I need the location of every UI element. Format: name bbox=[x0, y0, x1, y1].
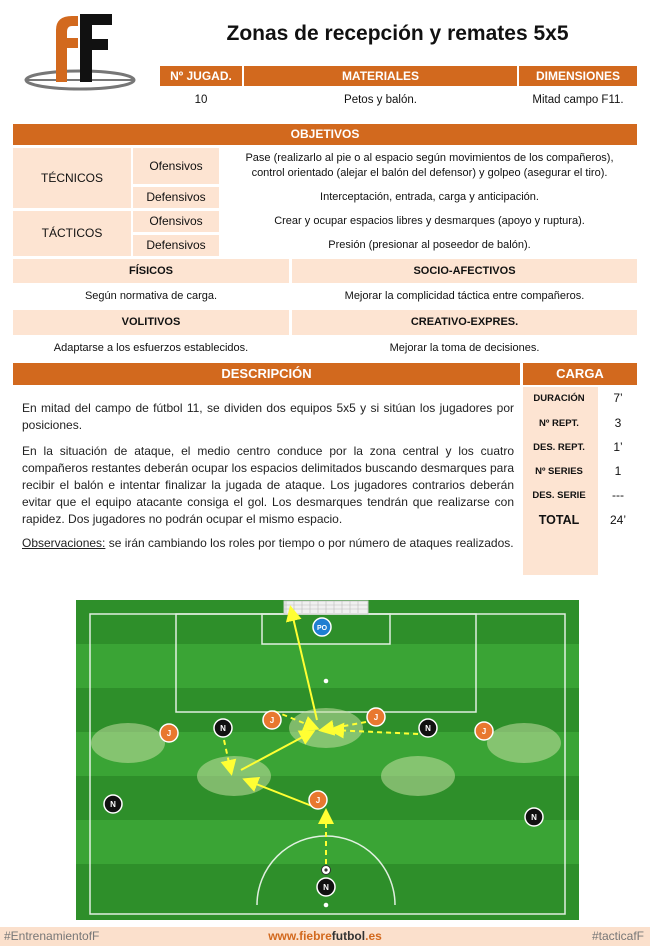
dimensions-header: DIMENSIONES bbox=[519, 66, 637, 86]
socio-affective-text: Mejorar la complicidad táctica entre compañeros. bbox=[344, 289, 585, 302]
materials-value: Petos y balón. bbox=[344, 94, 417, 107]
tactical-offensive-label: Ofensivos bbox=[133, 211, 219, 232]
footer-hashtag-left: #EntrenamientofF bbox=[4, 929, 100, 943]
creative-label: CREATIVO-EXPRES. bbox=[292, 310, 637, 335]
ball bbox=[322, 866, 331, 875]
footer-hashtag-right: #tacticafF bbox=[591, 929, 644, 943]
penalty-spot bbox=[324, 679, 329, 684]
load-value-series-rest: --- bbox=[612, 488, 624, 502]
load-labels-column bbox=[523, 387, 598, 575]
load-value-rep-rest: 1’ bbox=[613, 440, 623, 454]
load-label-rep-rest: DES. REPT. bbox=[533, 442, 585, 453]
description-header: DESCRIPCIÓN bbox=[13, 363, 520, 385]
footer-website-part-1: www.fiebre bbox=[268, 929, 332, 943]
load-value-duration: 7’ bbox=[613, 391, 623, 405]
defender-label: N bbox=[110, 800, 116, 809]
technical-defensive-label: Defensivos bbox=[133, 187, 219, 208]
attacker-label: J bbox=[166, 729, 172, 738]
load-label-series: Nº SERIES bbox=[535, 466, 583, 477]
load-header: CARGA bbox=[523, 363, 637, 385]
load-value-repetitions: 3 bbox=[614, 416, 622, 430]
technical-label: TÉCNICOS bbox=[13, 148, 131, 208]
footer-website-part-2: futbol bbox=[331, 929, 366, 943]
zone-right-center bbox=[381, 756, 455, 796]
attacker-label: J bbox=[269, 716, 275, 725]
center-spot bbox=[324, 903, 329, 908]
footer-bar bbox=[0, 927, 650, 946]
load-label-total: TOTAL bbox=[538, 513, 580, 527]
tactical-label: TÁCTICOS bbox=[13, 211, 131, 256]
physical-label: FÍSICOS bbox=[13, 259, 289, 283]
description-paragraph-1: En mitad del campo de fútbol 11, se dividen dos equipos 5x5 y si sitúan los jugadores por posiciones. bbox=[22, 401, 514, 433]
players-value: 10 bbox=[194, 94, 208, 107]
observations bbox=[22, 535, 514, 552]
zone-right bbox=[487, 723, 561, 763]
load-label-duration: DURACIÓN bbox=[533, 393, 585, 404]
load-label-series-rest: DES. SERIE bbox=[532, 490, 586, 501]
defender-label: N bbox=[220, 724, 226, 733]
zone-left bbox=[91, 723, 165, 763]
attacker-label: J bbox=[481, 727, 487, 736]
materials-header: MATERIALES bbox=[244, 66, 517, 86]
players-header: Nº JUGAD. bbox=[160, 66, 242, 86]
zone-center bbox=[289, 708, 363, 748]
fiebrefutbol-logo bbox=[22, 12, 138, 92]
creative-text: Mejorar la toma de decisiones. bbox=[389, 341, 540, 354]
description-paragraph-2: En la situación de ataque, el medio centro conduce por la zona central y los cuatro compañeros restantes deberán ocupar los espacios delimitados buscando desmarques para recibir el balón e intentar finalizar la jugada de ataque. Los jugadores contrarios deberán evitar que el equipo atacante consiga el gol. Los desmarques tendrán que realizarse con rapidez. Dos jugadores no podrán ocupar el mismo espacio. bbox=[22, 444, 514, 527]
tactical-defensive-text: Presión (presionar al poseedor de balón). bbox=[328, 239, 531, 252]
goalkeeper-label: PO bbox=[316, 625, 328, 632]
attacker-label: J bbox=[315, 796, 321, 805]
technical-defensive-text: Interceptación, entrada, carga y anticipación. bbox=[320, 191, 539, 204]
footer-website-part-3: .es bbox=[365, 929, 382, 943]
pitch-diagram bbox=[76, 600, 579, 920]
session-title: Zonas de recepción y remates 5x5 bbox=[226, 22, 569, 45]
tactical-offensive-text: Crear y ocupar espacios libres y desmarques (apoyo y ruptura). bbox=[274, 215, 585, 228]
objectives-header: OBJETIVOS bbox=[13, 124, 637, 145]
defender-label: N bbox=[531, 813, 537, 822]
load-value-series: 1 bbox=[614, 464, 622, 478]
volitional-text: Adaptarse a los esfuerzos establecidos. bbox=[53, 341, 249, 354]
pitch-stripe bbox=[76, 820, 579, 864]
tactical-defensive-label: Defensivos bbox=[133, 235, 219, 256]
load-label-repetitions: Nº REPT. bbox=[539, 418, 579, 429]
defender-label: N bbox=[323, 883, 329, 892]
volitional-label: VOLITIVOS bbox=[13, 310, 289, 335]
load-value-total: 24’ bbox=[609, 513, 626, 527]
dimensions-value: Mitad campo F11. bbox=[532, 94, 624, 107]
observations-text: se irán cambiando los roles por tiempo o por número de ataques realizados. bbox=[105, 536, 514, 550]
socio-affective-label: SOCIO-AFECTIVOS bbox=[292, 259, 637, 283]
attacker-label: J bbox=[373, 713, 379, 722]
zone-left-center bbox=[197, 756, 271, 796]
footer-website[interactable] bbox=[0, 929, 650, 943]
defender-label: N bbox=[425, 724, 431, 733]
physical-text: Según normativa de carga. bbox=[84, 289, 218, 302]
technical-offensive-label: Ofensivos bbox=[133, 148, 219, 184]
technical-offensive-text: Pase (realizarlo al pie o al espacio según movimientos de los compañeros), control orientado (alejar el balón del defensor) y golpeo (asegurar el tiro). bbox=[245, 152, 614, 179]
observations-label: Observaciones: bbox=[22, 536, 106, 550]
